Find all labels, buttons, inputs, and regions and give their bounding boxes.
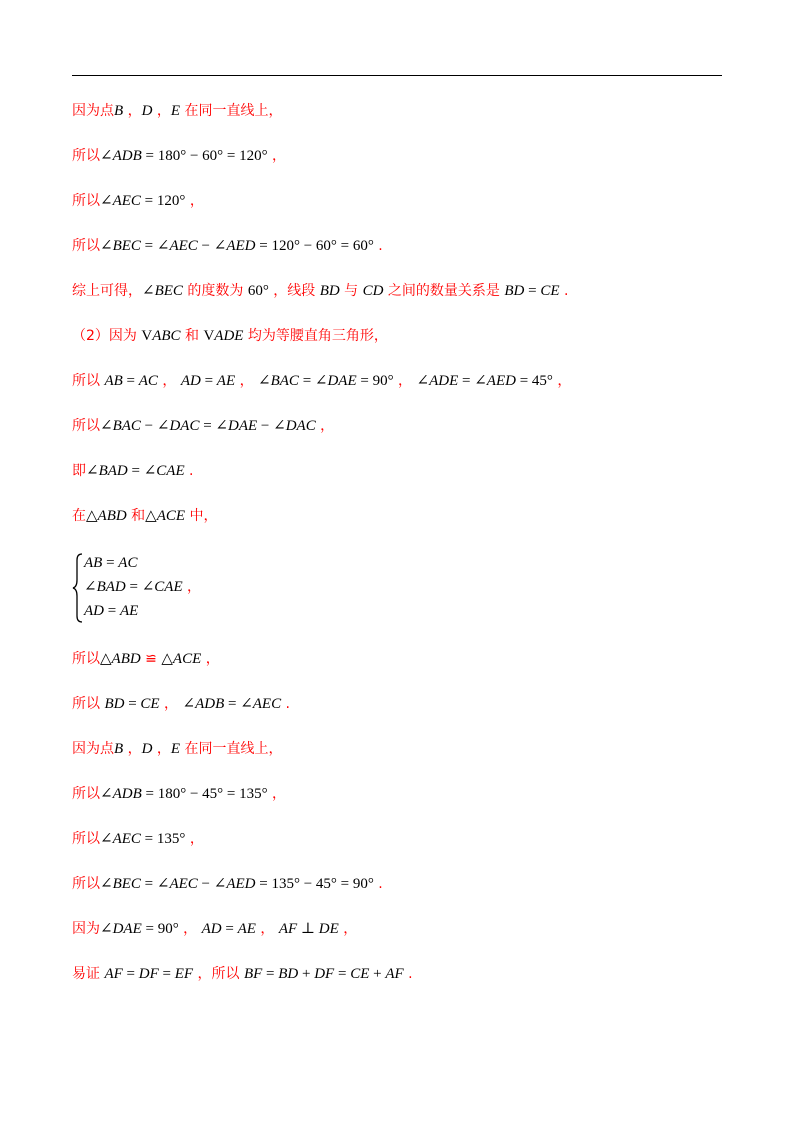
equation-system xyxy=(72,552,272,624)
math-run: DF xyxy=(138,966,159,982)
line-07 xyxy=(72,371,571,391)
math-run: ∠BEC xyxy=(142,283,183,299)
text-run: 在 xyxy=(72,508,86,524)
math-run: = xyxy=(158,966,175,982)
math-run: 60° xyxy=(247,283,269,299)
math-run: ∠BEC xyxy=(100,876,141,892)
math-run: AB xyxy=(104,373,123,389)
math-run: = xyxy=(127,463,144,479)
math-run: AE xyxy=(216,373,236,389)
text-run: （2）因为 xyxy=(72,328,142,344)
math-run: = xyxy=(122,373,139,389)
line-05 xyxy=(72,281,568,301)
math-run: E xyxy=(170,741,181,757)
text-run: 所以 xyxy=(72,831,100,847)
line-02 xyxy=(72,146,286,166)
math-run: △ xyxy=(161,651,173,667)
text-run: ， xyxy=(123,741,142,757)
math-run: ∠ADB xyxy=(100,148,142,164)
math-run: AD xyxy=(84,603,104,619)
math-run: ADE xyxy=(214,328,244,344)
line-12 xyxy=(72,694,290,714)
text-run: . xyxy=(559,283,569,299)
line-11 xyxy=(72,649,220,669)
math-run: CD xyxy=(362,283,384,299)
math-run: = xyxy=(140,876,157,892)
math-run: ∠DAC xyxy=(273,418,316,434)
text-run: . xyxy=(184,463,194,479)
math-run: △ xyxy=(145,508,157,524)
text-run: 所以 xyxy=(72,193,100,209)
math-run: V xyxy=(141,328,153,344)
text-run: 和 xyxy=(180,328,204,344)
line-08 xyxy=(72,416,334,436)
left-brace-icon xyxy=(72,552,84,624)
math-run: BF xyxy=(243,966,263,982)
math-run: AF xyxy=(104,966,123,982)
text-run: ， xyxy=(393,373,417,389)
math-run: = 180° − 60° = 120° xyxy=(141,148,268,164)
math-run: = xyxy=(124,696,141,712)
text-run: 的度数为 xyxy=(182,283,248,299)
math-run: AD xyxy=(201,921,222,937)
text-run: 所以 xyxy=(72,148,100,164)
text-run: ， xyxy=(152,103,171,119)
line-14 xyxy=(72,784,286,804)
system-row-2 xyxy=(84,577,201,597)
text-run: 所以 xyxy=(72,238,100,254)
math-run: B xyxy=(114,103,124,119)
math-run: = xyxy=(334,966,351,982)
math-run: = xyxy=(104,603,120,619)
text-run: . xyxy=(373,238,383,254)
text-run: ， xyxy=(201,651,220,667)
math-run: + xyxy=(369,966,386,982)
text-run: ， xyxy=(178,921,202,937)
math-run: ABD xyxy=(111,651,141,667)
math-run: ∠BAC xyxy=(258,373,299,389)
text-run: ， xyxy=(123,103,142,119)
text-run: ， xyxy=(185,193,204,209)
math-run: = 180° − 45° = 135° xyxy=(141,786,268,802)
math-run: − xyxy=(140,418,157,434)
math-run: = 120° − 60° = 60° xyxy=(255,238,374,254)
text-run: 所以 xyxy=(72,786,100,802)
math-run: − xyxy=(257,418,274,434)
text-run: 在同一直线上， xyxy=(180,103,283,119)
text-run: 均为等腰直角三角形， xyxy=(243,328,388,344)
math-run: = xyxy=(458,373,475,389)
math-run: − xyxy=(197,876,214,892)
line-06 xyxy=(72,326,388,346)
math-run: DE xyxy=(318,921,339,937)
header-rule xyxy=(72,75,722,76)
text-run: ， xyxy=(159,696,183,712)
text-run: 所以 xyxy=(72,373,105,389)
math-run: AF xyxy=(278,921,298,937)
math-run: ∠BAC xyxy=(100,418,141,434)
math-run: ∠ADB xyxy=(100,786,142,802)
text-run: 和 xyxy=(126,508,146,524)
text-run: ≌ xyxy=(140,651,162,667)
line-01 xyxy=(72,101,283,121)
math-run: ∠AED xyxy=(213,876,256,892)
text-run: 中， xyxy=(185,508,218,524)
text-run: ， xyxy=(152,741,171,757)
math-run: − xyxy=(197,238,214,254)
math-run: = 135° − 45° = 90° xyxy=(255,876,374,892)
math-run: CE xyxy=(140,696,160,712)
math-run: ∠DAE xyxy=(314,373,357,389)
math-run: = 90° xyxy=(356,373,394,389)
text-run: ， xyxy=(338,921,358,937)
text-run: ， xyxy=(182,579,202,595)
text-run: 即 xyxy=(72,463,86,479)
text-run: 因为点 xyxy=(72,103,114,119)
math-run: CE xyxy=(350,966,370,982)
line-15 xyxy=(72,829,204,849)
line-09 xyxy=(72,461,194,481)
math-run: = xyxy=(221,921,238,937)
math-run: = xyxy=(199,418,216,434)
text-run: . xyxy=(281,696,291,712)
math-run: ∠ADE xyxy=(416,373,459,389)
text-run: ， xyxy=(315,418,335,434)
text-run: ， xyxy=(235,373,259,389)
text-run: 所以 xyxy=(72,418,100,434)
line-17 xyxy=(72,919,357,939)
math-run: ∠AED xyxy=(474,373,516,389)
math-run: EF xyxy=(174,966,194,982)
math-run: ∠AED xyxy=(213,238,256,254)
math-run: AC xyxy=(118,555,138,571)
math-run: = 135° xyxy=(140,831,186,847)
text-run: 所以 xyxy=(72,696,105,712)
math-run: ∠BAD xyxy=(84,579,126,595)
math-run: ∠DAE xyxy=(100,921,142,937)
math-run: = xyxy=(298,373,315,389)
text-run: ， xyxy=(255,921,279,937)
math-run: ACE xyxy=(172,651,202,667)
math-run: B xyxy=(114,741,124,757)
text-run: 在同一直线上， xyxy=(180,741,283,757)
math-run: D xyxy=(141,103,153,119)
line-16 xyxy=(72,874,383,894)
math-run: ABD xyxy=(97,508,127,524)
math-run: △ xyxy=(86,508,98,524)
math-run: DF xyxy=(314,966,335,982)
text-run: 所以 xyxy=(72,651,100,667)
math-run: E xyxy=(170,103,181,119)
text-run: ， xyxy=(157,373,181,389)
math-run: = xyxy=(262,966,279,982)
math-run: BD xyxy=(278,966,299,982)
text-run: ，所以 xyxy=(193,966,244,982)
text-run: 因为点 xyxy=(72,741,114,757)
text-run: . xyxy=(373,876,383,892)
line-10 xyxy=(72,506,218,526)
math-run: △ xyxy=(100,651,112,667)
text-run: 之间的数量关系是 xyxy=(383,283,505,299)
text-run: 综上可得， xyxy=(72,283,142,299)
math-run: = 90° xyxy=(141,921,179,937)
math-run: ∠AEC xyxy=(100,831,141,847)
math-run: = 45° xyxy=(515,373,553,389)
math-run: BD xyxy=(504,283,525,299)
math-run: BD xyxy=(319,283,340,299)
math-run: = 120° xyxy=(140,193,186,209)
math-run: = xyxy=(140,238,157,254)
math-run: ∠DAE xyxy=(215,418,258,434)
math-run: ∠AEC xyxy=(156,876,198,892)
math-run: + xyxy=(298,966,315,982)
text-run: 因为 xyxy=(72,921,100,937)
math-run: AE xyxy=(237,921,256,937)
math-run: ∠AEC xyxy=(156,238,198,254)
math-run: ∠AEC xyxy=(240,696,282,712)
math-run: AE xyxy=(119,603,139,619)
math-run: = xyxy=(200,373,217,389)
math-run: = xyxy=(102,555,119,571)
math-run: ACE xyxy=(156,508,186,524)
system-row-1 xyxy=(84,553,137,573)
math-run: ∠BAD xyxy=(86,463,128,479)
line-18 xyxy=(72,964,413,984)
text-run: 所以 xyxy=(72,876,100,892)
math-run: V xyxy=(203,328,215,344)
math-run: ∠BEC xyxy=(100,238,141,254)
math-run: ⊥ xyxy=(297,921,319,937)
text-run: ， xyxy=(267,148,287,164)
text-run: ， xyxy=(185,831,204,847)
math-run: ∠AEC xyxy=(100,193,141,209)
math-run: ∠CAE xyxy=(143,463,185,479)
line-03 xyxy=(72,191,204,211)
system-row-3 xyxy=(84,601,138,621)
math-run: AF xyxy=(385,966,404,982)
math-run: ABC xyxy=(152,328,181,344)
math-run: ∠CAE xyxy=(141,579,183,595)
math-run: D xyxy=(141,741,153,757)
text-run: 易证 xyxy=(72,966,105,982)
text-run: 与 xyxy=(339,283,363,299)
text-run: ，线段 xyxy=(268,283,320,299)
line-04 xyxy=(72,236,383,256)
math-run: = xyxy=(524,283,541,299)
math-run: = xyxy=(122,966,139,982)
line-13 xyxy=(72,739,283,759)
math-run: AC xyxy=(138,373,158,389)
math-run: AD xyxy=(180,373,201,389)
math-run: ∠ADB xyxy=(182,696,225,712)
math-run: AB xyxy=(84,555,103,571)
text-run: ， xyxy=(552,373,572,389)
math-run: ∠DAC xyxy=(156,418,200,434)
math-run: = xyxy=(224,696,241,712)
text-run: . xyxy=(403,966,413,982)
math-run: = xyxy=(125,579,142,595)
math-run: BD xyxy=(104,696,125,712)
text-run: ， xyxy=(267,786,287,802)
math-run: CE xyxy=(540,283,560,299)
